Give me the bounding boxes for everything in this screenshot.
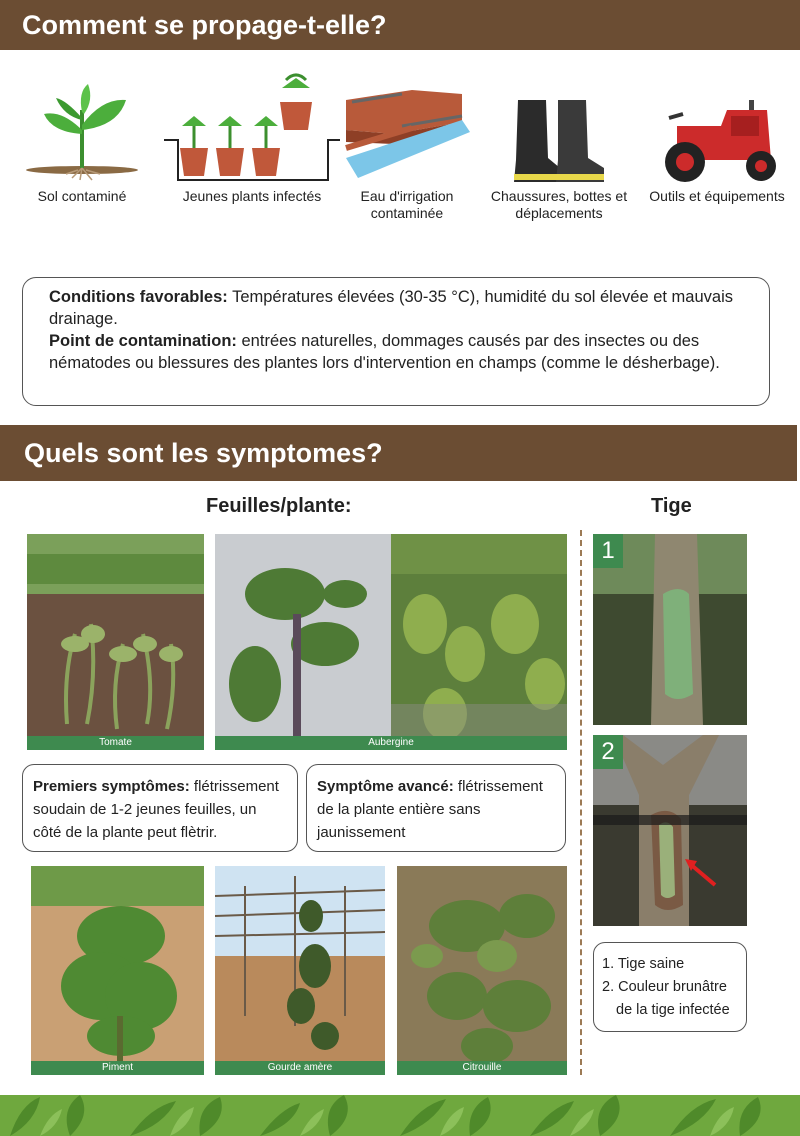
tractor-icon <box>647 70 787 182</box>
photo-tomato <box>27 534 204 750</box>
spread-item-boots <box>484 70 634 222</box>
advanced-symptom-text: flétrissement de la plante entière sans jaunissement <box>317 778 543 841</box>
pepper-plant-image <box>31 866 204 1075</box>
leaves-column-title: Feuilles/plante: <box>206 495 352 517</box>
spread-item-seedlings <box>162 70 342 205</box>
seedlings-icon <box>162 70 342 182</box>
stem-column-title: Tige <box>651 495 692 517</box>
photo-eggplant <box>215 534 567 750</box>
caption-bitter-gourd: Gourde amère <box>215 1061 385 1075</box>
early-symptoms-label: Premiers symptômes: <box>33 778 190 795</box>
spread-label-soil: Sol contaminé <box>37 188 127 204</box>
bitter-gourd-plant-image <box>215 866 385 1075</box>
tomato-plant-image <box>27 534 204 750</box>
caption-eggplant: Aubergine <box>215 736 567 750</box>
spread-item-soil <box>2 70 162 205</box>
conditions-box <box>22 277 770 406</box>
stem-legend-box <box>593 942 747 1032</box>
stem-legend-line-2: 2. Couleur brunâtre <box>602 979 727 995</box>
caption-tomato: Tomate <box>27 736 204 750</box>
boots-icon <box>504 70 614 182</box>
section-banner-symptoms <box>0 425 797 481</box>
leaf-pattern-icon <box>0 1095 800 1136</box>
favorable-label: Conditions favorables: <box>49 288 228 306</box>
stem-number-1: 1 <box>593 534 623 568</box>
section-title-spread: Comment se propage-t-elle? <box>22 9 387 40</box>
stem-legend-line-1: 1. Tige saine <box>602 956 685 972</box>
advanced-symptom-label: Symptôme avancé: <box>317 778 454 795</box>
photo-bitter-gourd <box>215 866 385 1075</box>
spread-label-tractor: Outils et équipements <box>649 188 785 204</box>
caption-pepper: Piment <box>31 1061 204 1075</box>
photo-pepper <box>31 866 204 1075</box>
spread-label-irrigation: Eau d'irrigation contaminée <box>360 188 454 221</box>
favorable-conditions <box>49 286 755 330</box>
pumpkin-plant-image <box>397 866 567 1075</box>
spread-item-tractor <box>634 70 800 205</box>
early-symptoms-box <box>22 764 298 852</box>
irrigation-icon <box>342 70 472 182</box>
stem-number-2: 2 <box>593 735 623 769</box>
contamination-point <box>49 330 755 374</box>
spread-label-boots: Chaussures, bottes et déplacements <box>490 188 628 221</box>
column-divider <box>580 530 582 1075</box>
contamination-text: entrées naturelles, dommages causés par des insectes ou des nématodes ou blessures des plantes lors d'intervention en champs (comme le désherbage). <box>49 332 720 372</box>
section-banner-spread <box>0 0 800 50</box>
photo-pumpkin <box>397 866 567 1075</box>
section-title-symptoms: Quels sont les symptomes? <box>24 437 383 468</box>
favorable-text: Températures élevées (30-35 °C), humidité du sol élevée et mauvais drainage. <box>49 288 733 328</box>
contamination-label: Point de contamination: <box>49 332 237 350</box>
spread-item-irrigation <box>332 70 482 222</box>
plant-soil-icon <box>22 70 142 182</box>
spread-label-seedlings: Jeunes plants infectés <box>182 188 322 204</box>
caption-pumpkin: Citrouille <box>397 1061 567 1075</box>
stem-legend-line-3: de la tige infectée <box>616 1002 730 1018</box>
photo-stem-infected <box>593 735 747 926</box>
photo-stem-healthy <box>593 534 747 725</box>
early-symptoms-text: flétrissement soudain de 1-2 jeunes feuilles, un côté de la plante peut flètrir. <box>33 778 279 841</box>
footer-leaf-pattern <box>0 1095 800 1136</box>
advanced-symptom-box <box>306 764 566 852</box>
eggplant-plant-image <box>215 534 567 750</box>
